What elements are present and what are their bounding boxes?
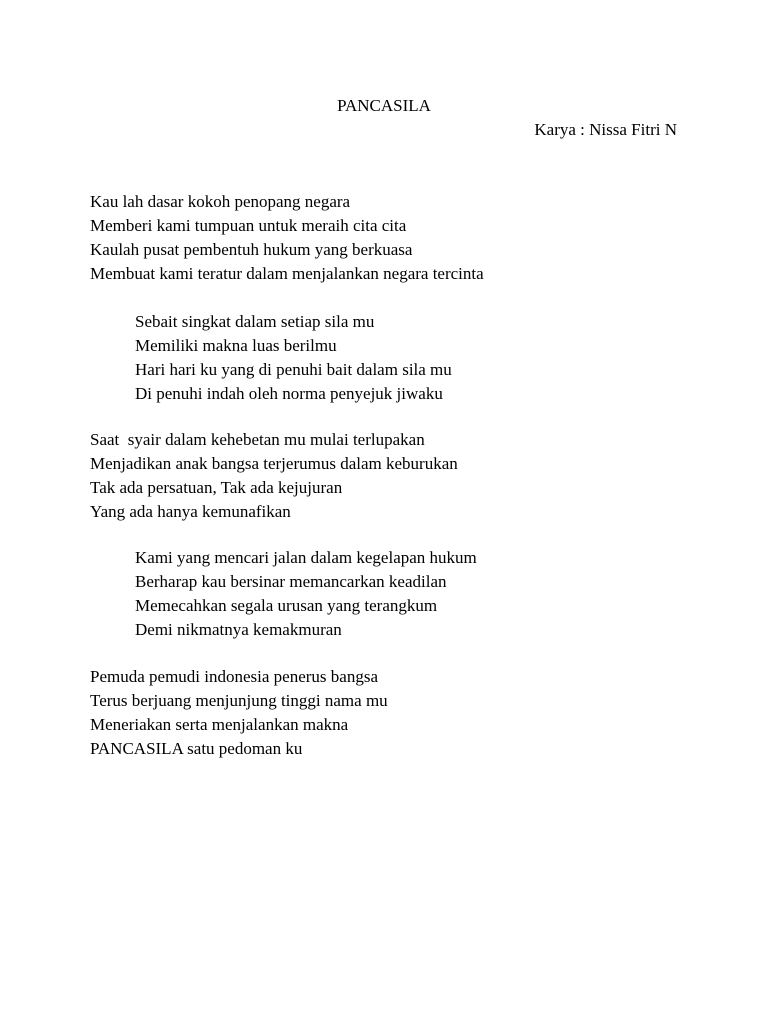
poem-line: Yang ada hanya kemunafikan: [90, 502, 291, 521]
poem-line: Kami yang mencari jalan dalam kegelapan hukum: [135, 548, 477, 567]
poem-author: Karya : Nissa Fitri N: [534, 120, 677, 139]
poem-line: Demi nikmatnya kemakmuran: [135, 620, 342, 639]
poem-line: Kau lah dasar kokoh penopang negara: [90, 192, 351, 211]
poem-line: Kaulah pusat pembentuh hukum yang berkuasa: [90, 240, 413, 259]
poem-line: Pemuda pemudi indonesia penerus bangsa: [90, 667, 378, 686]
poem-line: Di penuhi indah oleh norma penyejuk jiwaku: [135, 384, 443, 403]
poem-line: Saat syair dalam kehebetan mu mulai terlupakan: [90, 430, 425, 449]
poem-line: Memberi kami tumpuan untuk meraih cita cita: [90, 216, 407, 235]
stanza-4: [135, 546, 477, 642]
poem-line: Meneriakan serta menjalankan makna: [90, 715, 349, 734]
poem-line: Membuat kami teratur dalam menjalankan negara tercinta: [90, 264, 484, 283]
poem-line: Tak ada persatuan, Tak ada kejujuran: [90, 478, 343, 497]
stanza-2: [135, 310, 452, 406]
poem-line: PANCASILA satu pedoman ku: [90, 739, 303, 758]
stanza-5: [90, 665, 388, 761]
poem-line: Menjadikan anak bangsa terjerumus dalam keburukan: [90, 454, 458, 473]
poem-line: Sebait singkat dalam setiap sila mu: [135, 312, 375, 331]
poem-line: Terus berjuang menjunjung tinggi nama mu: [90, 691, 388, 710]
poem-line: Hari hari ku yang di penuhi bait dalam sila mu: [135, 360, 452, 379]
poem-line: Memecahkan segala urusan yang terangkum: [135, 596, 438, 615]
poem-line: Berharap kau bersinar memancarkan keadilan: [135, 572, 447, 591]
poem-line: Memiliki makna luas berilmu: [135, 336, 337, 355]
stanza-1: [90, 190, 484, 286]
stanza-3: [90, 428, 458, 524]
poem-title: PANCASILA: [337, 96, 431, 115]
